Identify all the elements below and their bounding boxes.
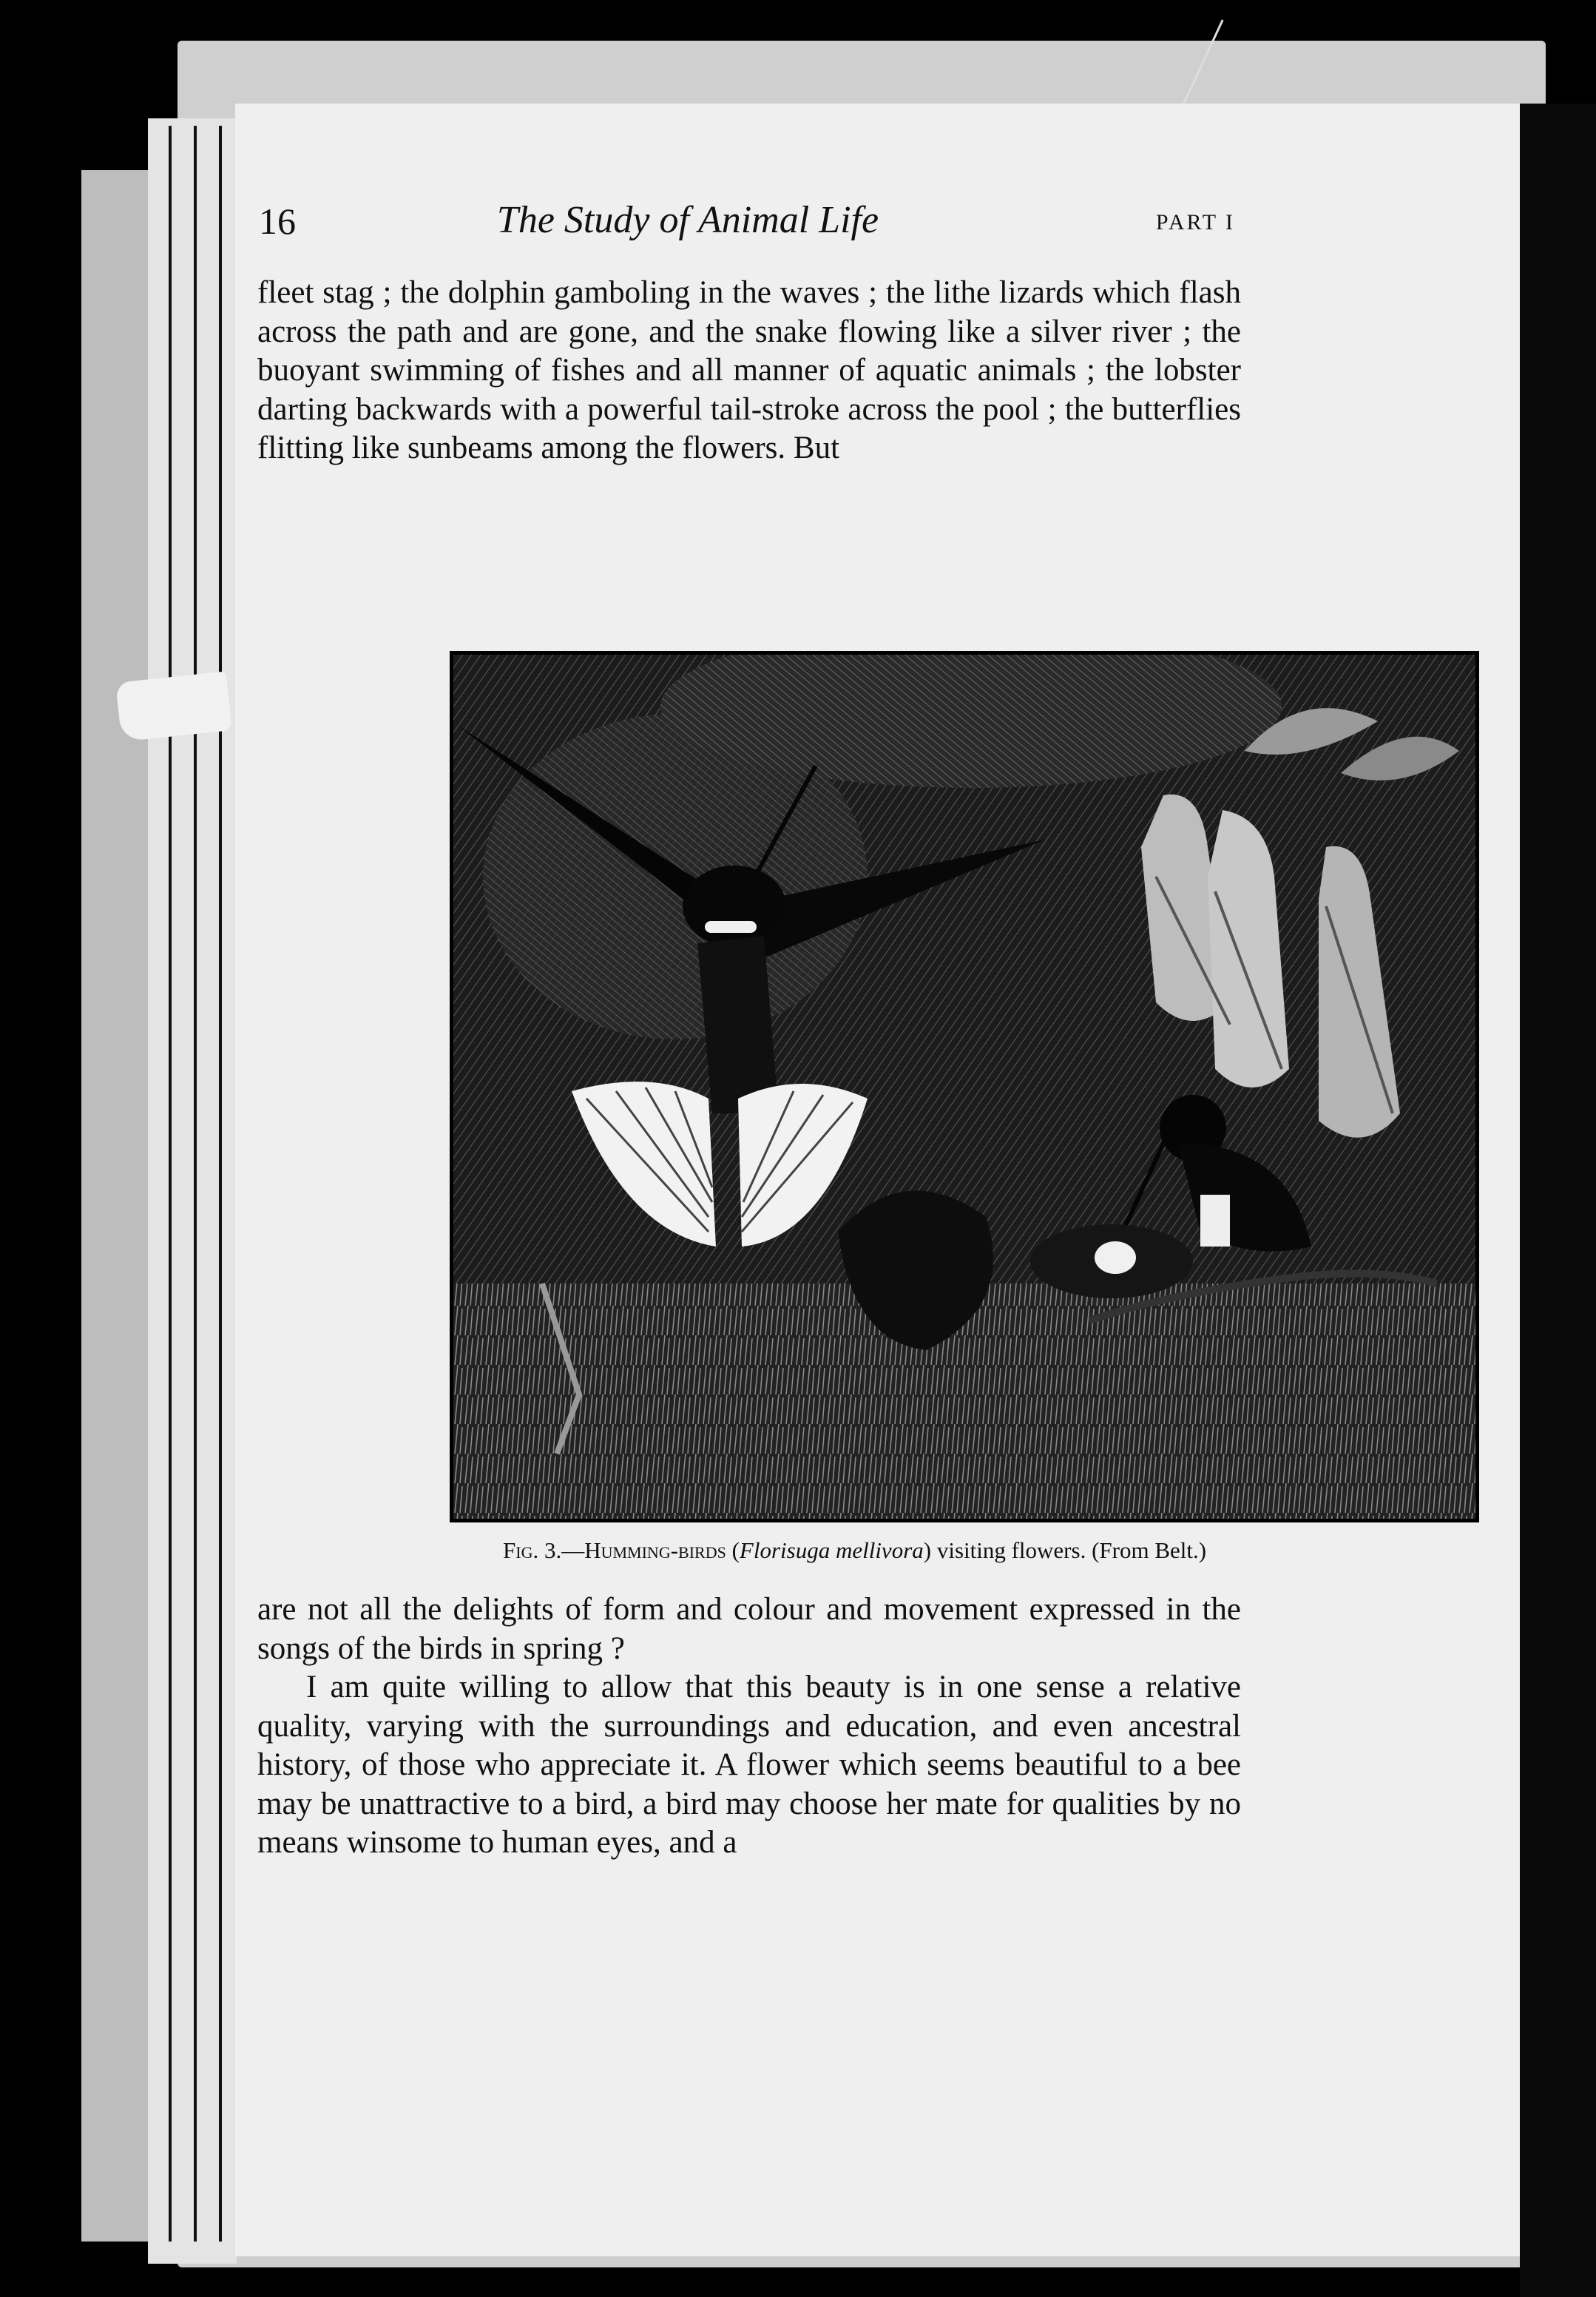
paragraph-continuation: are not all the delights of form and colour and movement expressed in the songs of the birds in spring ?	[257, 1592, 1241, 1666]
part-label: PART I	[1155, 210, 1235, 235]
figure-caption	[503, 1537, 1409, 1564]
page-number: 16	[259, 200, 296, 242]
page-edge-line	[219, 126, 222, 2242]
page-edge-line	[169, 126, 172, 2242]
caption-species: Florisuga mellivora	[739, 1537, 924, 1563]
page-stack-left-edge-inner	[148, 118, 237, 2264]
paragraph: fleet stag ; the dolphin gamboling in the waves ; the lithe lizards which flash across the path and are gone, and the snake flowing like a silver river ; the buoyant swimming of fishes and all manner of aquatic animals ; the lobster darting backwards with a powerful tail-stroke across the pool ; the butterflies flitting like sunbeams among the flowers. But	[257, 275, 1241, 465]
caption-prefix: Fig. 3.—Humming-birds (	[503, 1537, 740, 1563]
paper-tab	[115, 671, 232, 741]
figure-illustration	[450, 651, 1479, 1522]
page-edge-line	[194, 126, 197, 2242]
hummingbird-engraving	[453, 655, 1475, 1519]
scan-shadow-right	[1520, 104, 1596, 2297]
caption-suffix: ) visiting flowers. (From Belt.)	[923, 1537, 1207, 1563]
running-header	[259, 200, 1235, 259]
hummingbird-upper	[683, 866, 786, 947]
body-text-top	[257, 274, 1241, 468]
body-text-bottom	[257, 1591, 1241, 1863]
running-title: The Study of Animal Life	[496, 199, 879, 241]
paragraph: I am quite willing to allow that this beauty is in one sense a relative quality, varying with the surroundings and education, and even ancestral history, of those who appreciate it. A flower which seems beautiful to a bee may be unattractive to a bird, a bird may choose her mate for qualities by no means winsome to human eyes, and a	[257, 1670, 1241, 1860]
